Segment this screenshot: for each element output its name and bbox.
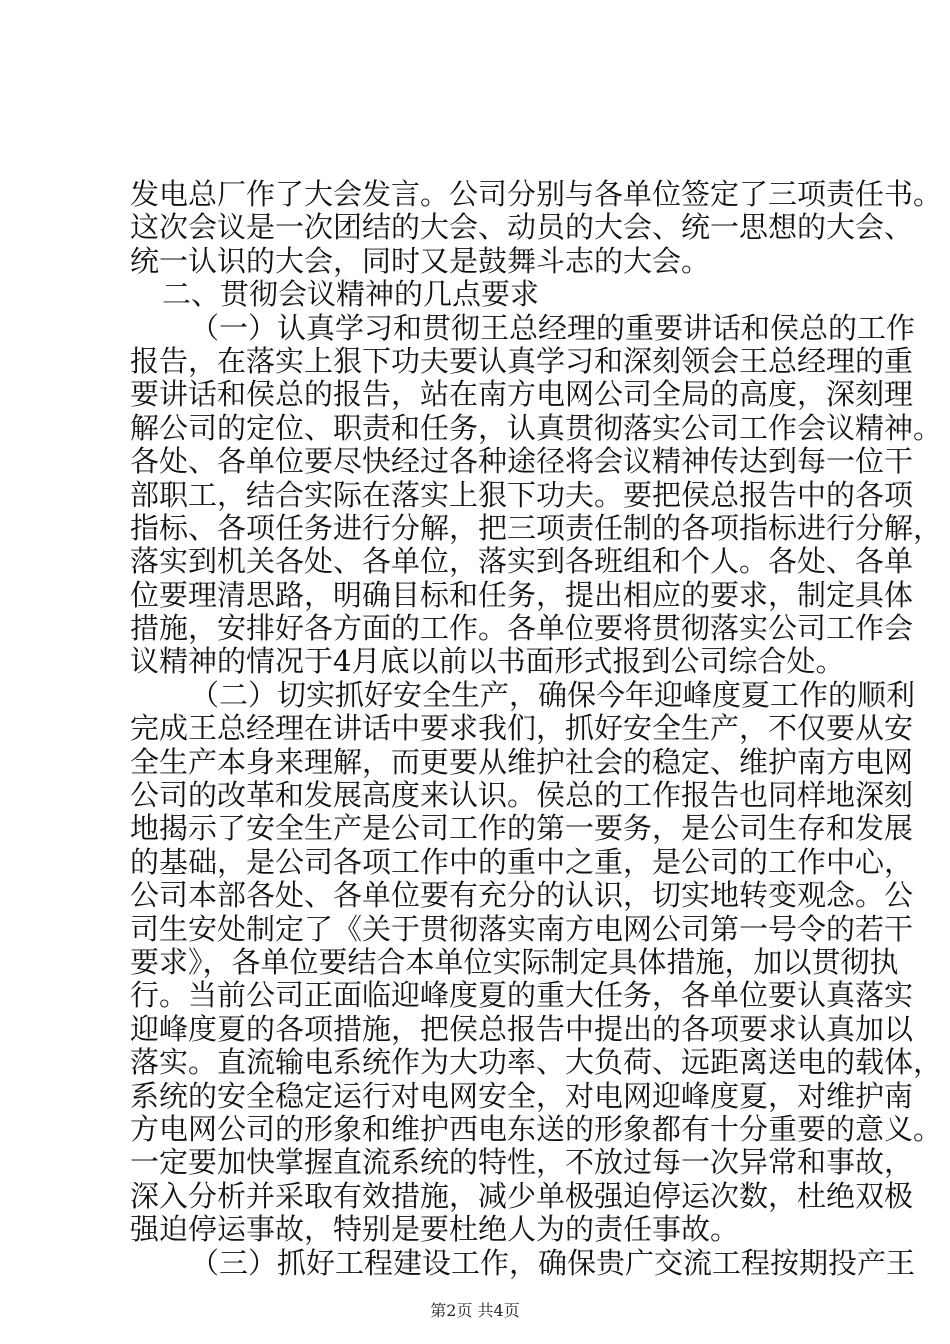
text-line: 报告，在落实上狠下功夫要认真学习和深刻领会王总经理的重: [130, 343, 914, 378]
text-line: 司生安处制定了《关于贯彻落实南方电网公司第一号令的若干: [130, 911, 914, 946]
text-line: 各处、各单位要尽快经过各种途径将会议精神传达到每一位干: [130, 444, 914, 479]
text-line: 这次会议是一次团结的大会、动员的大会、统一思想的大会、: [130, 210, 914, 245]
text-line: 统一认识的大会，同时又是鼓舞斗志的大会。: [130, 243, 711, 278]
text-line: 发电总厂作了大会发言。公司分别与各单位签定了三项责任书。: [130, 177, 943, 211]
subsection-heading: （三）抓好工程建设工作，确保贵广交流工程按期投产王: [190, 1245, 916, 1280]
text-line: 全生产本身来理解，而更要从维护社会的稳定、维护南方电网: [130, 744, 914, 779]
text-line: 的基础，是公司各项工作中的重中之重，是公司的工作中心，: [130, 844, 914, 879]
text-line: 落实。直流输电系统作为大功率、大负荷、远距离送电的载体，: [130, 1045, 943, 1080]
document-body: [130, 177, 943, 1280]
page-footer: 第2页 共4页: [430, 1301, 520, 1320]
text-line: 强迫停运事故，特别是要杜绝人为的责任事故。: [130, 1212, 740, 1247]
text-line: 要讲话和侯总的报告，站在南方电网公司全局的高度，深刻理: [130, 377, 914, 412]
text-line: 公司的改革和发展高度来认识。侯总的工作报告也同样地深刻: [130, 778, 914, 813]
text-line: 一定要加快掌握直流系统的特性，不放过每一次异常和事故，: [130, 1145, 914, 1180]
text-line: 深入分析并采取有效措施，减少单极强迫停运次数，杜绝双极: [130, 1178, 914, 1213]
subsection-heading: （二）切实抓好安全生产，确保今年迎峰度夏工作的顺利: [190, 677, 916, 712]
text-line: 部职工，结合实际在落实上狠下功夫。要把侯总报告中的各项: [130, 477, 914, 512]
text-line: 迎峰度夏的各项措施，把侯总报告中提出的各项要求认真加以: [130, 1011, 914, 1046]
text-line: 要求》，各单位要结合本单位实际制定具体措施，加以贯彻执: [130, 944, 899, 979]
text-line: 行。当前公司正面临迎峰度夏的重大任务，各单位要认真落实: [130, 978, 914, 1013]
text-line: 措施，安排好各方面的工作。各单位要将贯彻落实公司工作会: [130, 611, 914, 646]
section-heading: 二、贯彻会议精神的几点要求: [162, 277, 540, 312]
text-line: 系统的安全稳定运行对电网安全，对电网迎峰度夏，对维护南: [130, 1078, 914, 1113]
text-line: 方电网公司的形象和维护西电东送的形象都有十分重要的意义。: [130, 1111, 943, 1146]
text-line: 完成王总经理在讲话中要求我们，抓好安全生产，不仅要从安: [130, 711, 914, 746]
text-line: 地揭示了安全生产是公司工作的第一要务，是公司生存和发展: [130, 811, 914, 846]
subsection-heading: （一）认真学习和贯彻王总经理的重要讲话和侯总的工作: [190, 310, 916, 345]
text-line: 指标、各项任务进行分解，把三项责任制的各项指标进行分解，: [130, 510, 943, 545]
text-line: 公司本部各处、各单位要有充分的认识，切实地转变观念。公: [130, 878, 914, 913]
text-line: 议精神的情况于4月底以前以书面形式报到公司综合处。: [130, 644, 845, 679]
text-line: 落实到机关各处、各单位，落实到各班组和个人。各处、各单: [130, 544, 914, 579]
text-line: 解公司的定位、职责和任务，认真贯彻落实公司工作会议精神。: [130, 410, 943, 445]
text-line: 位要理清思路，明确目标和任务，提出相应的要求，制定具体: [130, 577, 914, 612]
